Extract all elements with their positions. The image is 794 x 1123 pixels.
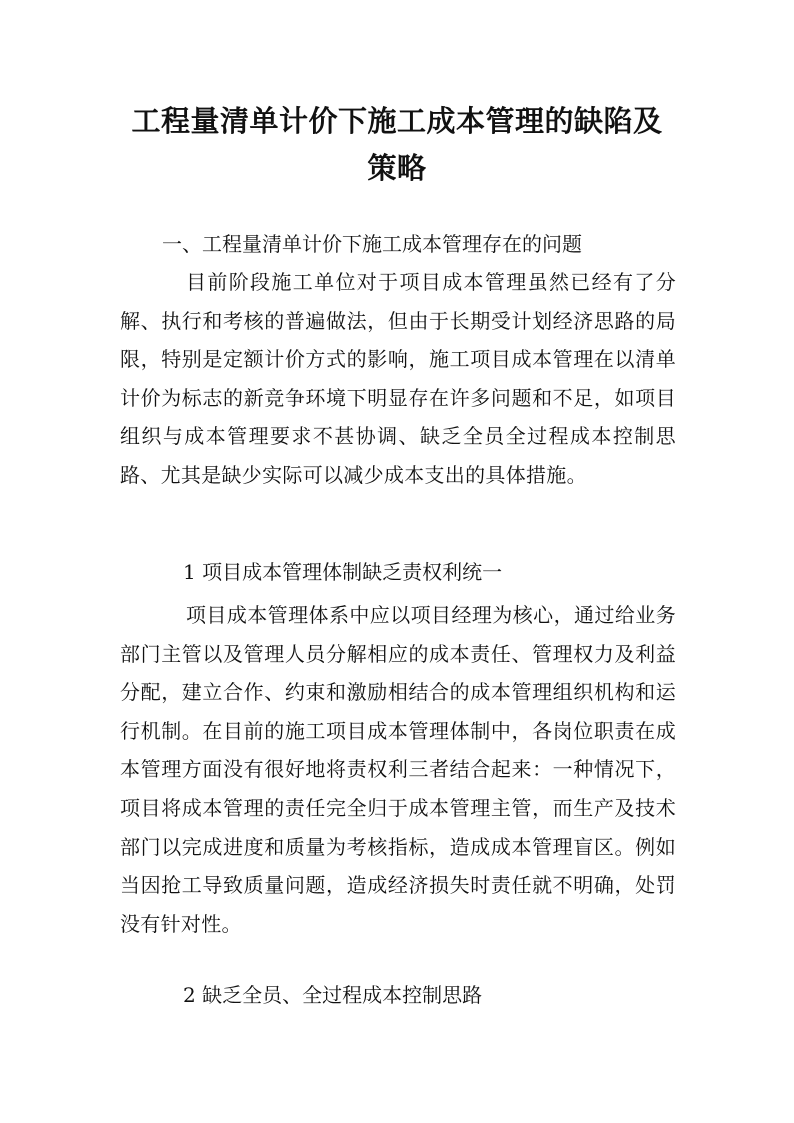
paragraph-block-1 xyxy=(120,263,676,495)
section-heading-1: 一、工程量清单计价下施工成本管理存在的问题 xyxy=(162,232,582,256)
paragraph-block-2 xyxy=(120,596,676,943)
title-line-2: 策略 xyxy=(367,151,427,185)
sub-heading-2: 2 缺乏全员、全过程成本控制思路 xyxy=(183,983,483,1007)
document-title xyxy=(120,98,674,192)
sub-heading-1: 1 项目成本管理体制缺乏责权利统一 xyxy=(183,560,503,584)
paragraph-1: 目前阶段施工单位对于项目成本管理虽然已经有了分解、执行和考核的普遍做法，但由于长期受计划经济思路的局限，特别是定额计价方式的影响，施工项目成本管理在以清单计价为标志的新竞争环境下明显存在许多问题和不足，如项目组织与成本管理要求不甚协调、缺乏全员全过程成本控制思路、尤其是缺少实际可以减少成本支出的具体措施。 xyxy=(120,270,676,487)
title-line-1: 工程量清单计价下施工成本管理的缺陷及 xyxy=(131,104,663,138)
paragraph-2: 项目成本管理体系中应以项目经理为核心，通过给业务部门主管以及管理人员分解相应的成本责任、管理权力及利益分配，建立合作、约束和激励相结合的成本管理组织机构和运行机制。在目前的施工项目成本管理体制中，各岗位职责在成本管理方面没有很好地将责权利三者结合起来：一种情况下，项目将成本管理的责任完全归于成本管理主管，而生产及技术部门以完成进度和质量为考核指标，造成成本管理盲区。例如当因抢工导致质量问题，造成经济损失时责任就不明确，处罚没有针对性。 xyxy=(120,603,676,936)
